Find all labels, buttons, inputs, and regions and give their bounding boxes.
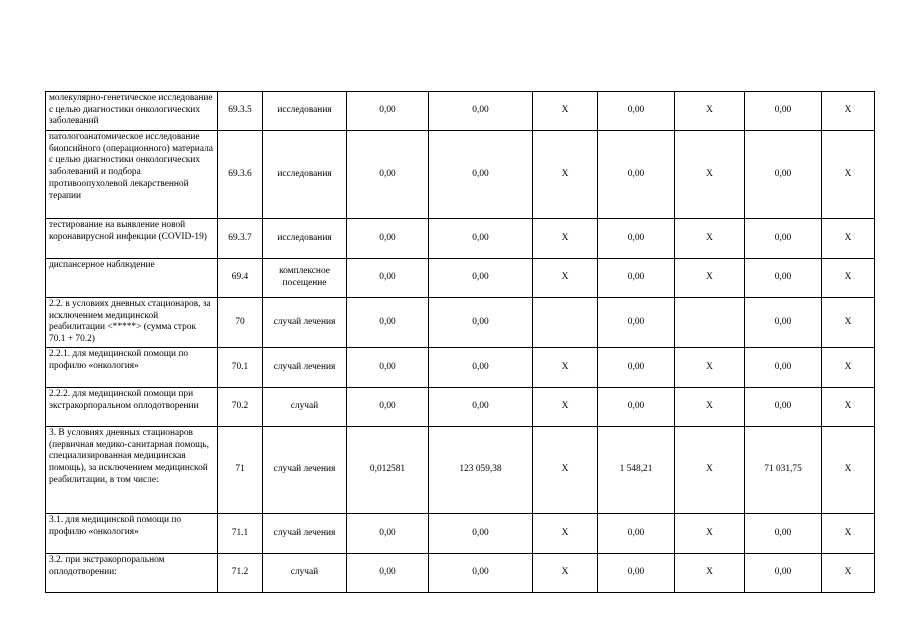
row-value-5: Х xyxy=(675,131,745,219)
row-value-5: Х xyxy=(675,427,745,514)
row-value-6: 0,00 xyxy=(745,259,822,298)
row-name: 2.2.2. для медицинской помощи при экстракорпоральном оплодотворении xyxy=(46,388,218,427)
row-value-2: 0,00 xyxy=(429,298,533,348)
row-value-1: 0,00 xyxy=(347,92,429,131)
row-value-7: Х xyxy=(822,131,875,219)
table-row xyxy=(46,259,875,298)
row-value-4: 1 548,21 xyxy=(598,427,675,514)
row-value-7: Х xyxy=(822,298,875,348)
row-value-3: Х xyxy=(533,259,598,298)
row-value-7: Х xyxy=(822,514,875,554)
row-value-1: 0,00 xyxy=(347,554,429,593)
row-value-1: 0,00 xyxy=(347,219,429,259)
row-value-6: 0,00 xyxy=(745,348,822,388)
row-value-1: 0,012581 xyxy=(347,427,429,514)
row-name: 2.2.1. для медицинской помощи по профилю «онкология» xyxy=(46,348,218,388)
row-value-1: 0,00 xyxy=(347,259,429,298)
row-value-4: 0,00 xyxy=(598,514,675,554)
row-unit: исследования xyxy=(263,131,347,219)
row-value-6: 0,00 xyxy=(745,92,822,131)
row-value-6: 0,00 xyxy=(745,131,822,219)
row-value-2: 0,00 xyxy=(429,388,533,427)
row-value-5: Х xyxy=(675,554,745,593)
row-unit: случай xyxy=(263,388,347,427)
funding-table xyxy=(45,91,875,593)
table-row xyxy=(46,219,875,259)
row-code: 70.2 xyxy=(218,388,263,427)
row-value-5 xyxy=(675,298,745,348)
row-name: патологоанатомическое исследование биопсийного (операционного) материала с целью диагностики онкологических заболеваний и подбора противоопухолевой лекарственной терапии xyxy=(46,131,218,219)
row-name: 2.2. в условиях дневных стационаров, за исключением медицинской реабилитации <*****> (сумма строк 70.1 + 70.2) xyxy=(46,298,218,348)
row-value-2: 0,00 xyxy=(429,554,533,593)
row-value-6: 0,00 xyxy=(745,298,822,348)
row-value-4: 0,00 xyxy=(598,348,675,388)
row-unit: комплексное посещение xyxy=(263,259,347,298)
row-value-5: Х xyxy=(675,259,745,298)
row-value-5: Х xyxy=(675,219,745,259)
row-value-4: 0,00 xyxy=(598,259,675,298)
row-value-1: 0,00 xyxy=(347,514,429,554)
row-unit: исследования xyxy=(263,92,347,131)
row-value-3: Х xyxy=(533,388,598,427)
row-value-4: 0,00 xyxy=(598,298,675,348)
row-value-2: 0,00 xyxy=(429,259,533,298)
table-row xyxy=(46,348,875,388)
table-row xyxy=(46,131,875,219)
row-value-3: Х xyxy=(533,554,598,593)
row-code: 71.1 xyxy=(218,514,263,554)
row-code: 69.3.7 xyxy=(218,219,263,259)
row-unit: случай лечения xyxy=(263,348,347,388)
row-value-2: 0,00 xyxy=(429,92,533,131)
row-value-4: 0,00 xyxy=(598,388,675,427)
row-code: 69.4 xyxy=(218,259,263,298)
row-code: 71.2 xyxy=(218,554,263,593)
row-value-6: 0,00 xyxy=(745,514,822,554)
row-value-1: 0,00 xyxy=(347,388,429,427)
row-name: 3.2. при экстракорпоральном оплодотворении: xyxy=(46,554,218,593)
table-body xyxy=(46,92,875,593)
row-value-4: 0,00 xyxy=(598,92,675,131)
row-value-2: 0,00 xyxy=(429,219,533,259)
row-value-4: 0,00 xyxy=(598,554,675,593)
row-value-4: 0,00 xyxy=(598,219,675,259)
row-name: тестирование на выявление новой коронавирусной инфекции (COVID-19) xyxy=(46,219,218,259)
row-value-2: 0,00 xyxy=(429,514,533,554)
row-code: 69.3.6 xyxy=(218,131,263,219)
row-value-7: Х xyxy=(822,348,875,388)
table-row xyxy=(46,554,875,593)
row-code: 69.3.5 xyxy=(218,92,263,131)
row-value-3: Х xyxy=(533,131,598,219)
row-name: 3. В условиях дневных стационаров (первичная медико-санитарная помощь, специализированная медицинская помощь), за исключением медицинской реабилитации, в том числе: xyxy=(46,427,218,514)
row-value-2: 0,00 xyxy=(429,131,533,219)
row-value-7: Х xyxy=(822,259,875,298)
row-value-7: Х xyxy=(822,554,875,593)
row-value-7: Х xyxy=(822,92,875,131)
table-row xyxy=(46,514,875,554)
row-value-5: Х xyxy=(675,348,745,388)
row-unit: случай лечения xyxy=(263,427,347,514)
row-value-2: 0,00 xyxy=(429,348,533,388)
row-value-6: 0,00 xyxy=(745,554,822,593)
row-code: 70.1 xyxy=(218,348,263,388)
row-value-3: Х xyxy=(533,219,598,259)
row-value-6: 0,00 xyxy=(745,388,822,427)
row-value-1: 0,00 xyxy=(347,348,429,388)
row-value-3 xyxy=(533,298,598,348)
row-name: молекулярно-генетическое исследование с целью диагностики онкологических заболеваний xyxy=(46,92,218,131)
row-name: диспансерное наблюдение xyxy=(46,259,218,298)
row-value-7: Х xyxy=(822,388,875,427)
row-value-5: Х xyxy=(675,92,745,131)
table-row xyxy=(46,388,875,427)
row-value-6: 71 031,75 xyxy=(745,427,822,514)
row-name: 3.1. для медицинской помощи по профилю «онкология» xyxy=(46,514,218,554)
row-unit: случай лечения xyxy=(263,298,347,348)
table-row xyxy=(46,298,875,348)
row-value-7: Х xyxy=(822,427,875,514)
row-value-3: Х xyxy=(533,92,598,131)
row-value-3: Х xyxy=(533,514,598,554)
row-unit: исследования xyxy=(263,219,347,259)
table-row xyxy=(46,427,875,514)
row-unit: случай xyxy=(263,554,347,593)
row-value-5: Х xyxy=(675,388,745,427)
row-value-4: 0,00 xyxy=(598,131,675,219)
row-value-7: Х xyxy=(822,219,875,259)
row-value-2: 123 059,38 xyxy=(429,427,533,514)
row-value-3: Х xyxy=(533,427,598,514)
row-code: 71 xyxy=(218,427,263,514)
row-value-1: 0,00 xyxy=(347,298,429,348)
row-value-3: Х xyxy=(533,348,598,388)
table-row xyxy=(46,92,875,131)
row-value-5: Х xyxy=(675,514,745,554)
row-value-6: 0,00 xyxy=(745,219,822,259)
row-unit: случай лечения xyxy=(263,514,347,554)
row-value-1: 0,00 xyxy=(347,131,429,219)
row-code: 70 xyxy=(218,298,263,348)
